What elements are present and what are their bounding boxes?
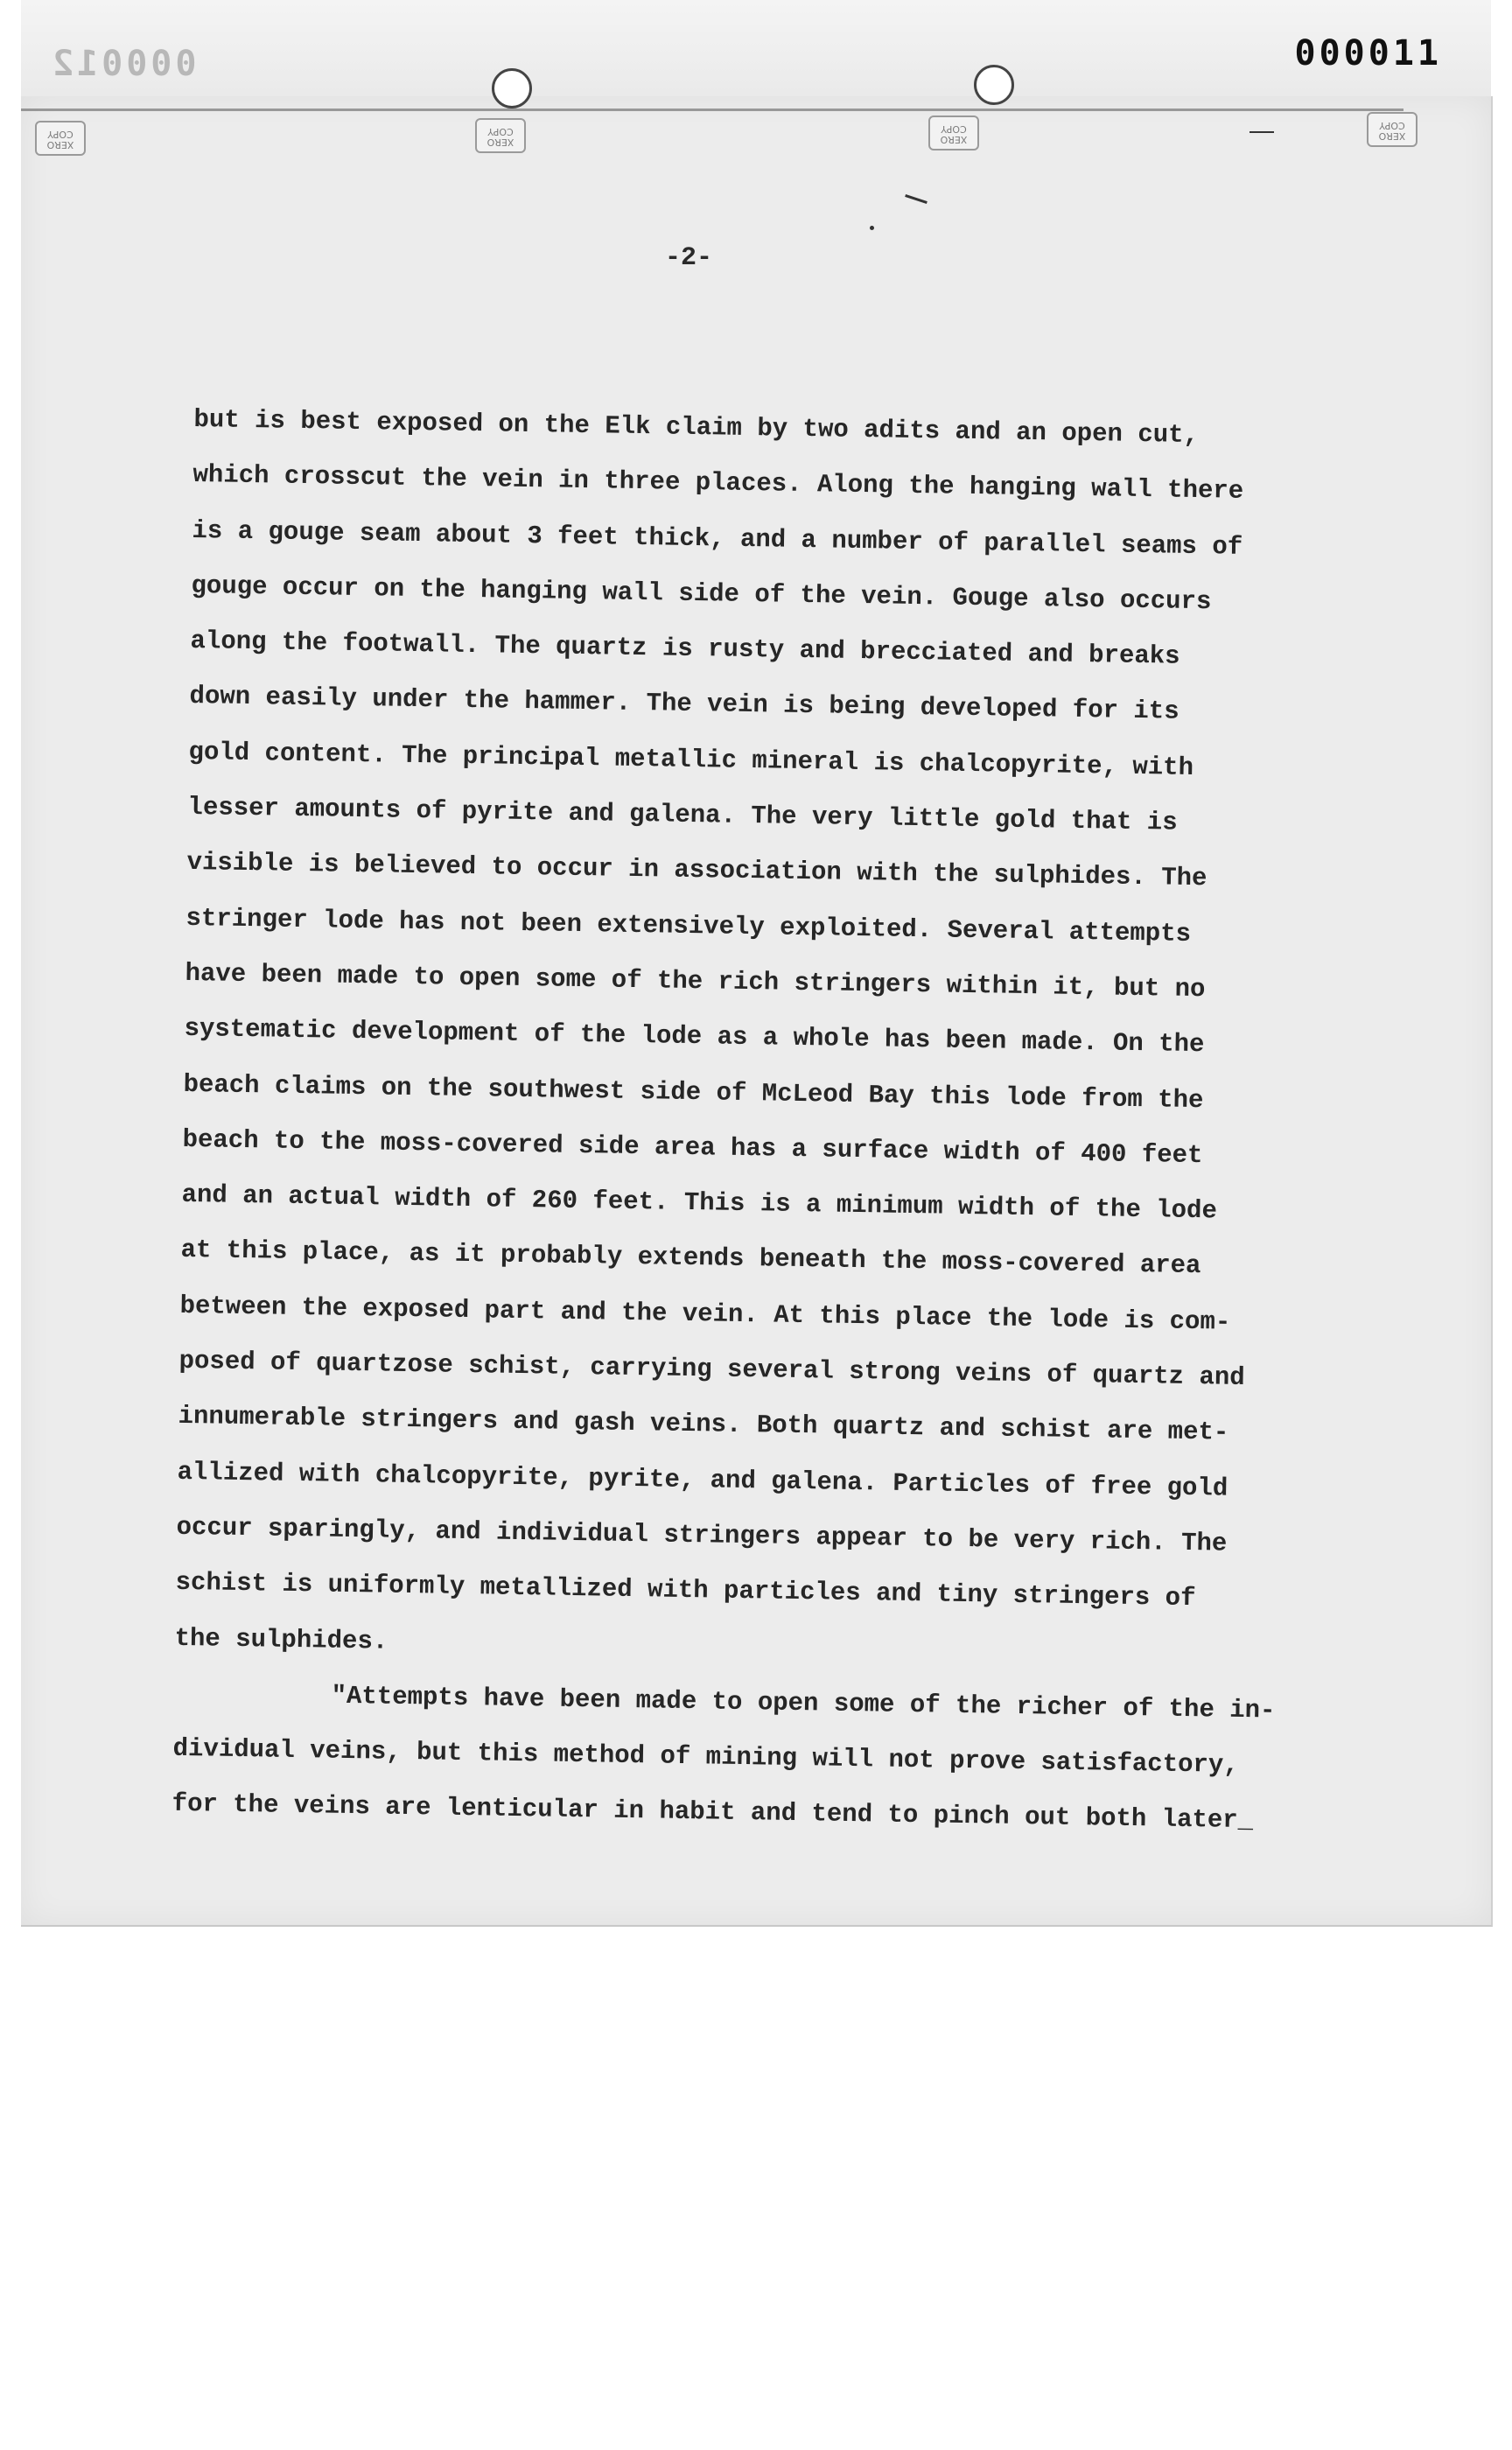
page-number: -2- <box>665 243 713 273</box>
text-line: gold content. The principal metallic mineral is chalcopyrite, with <box>188 737 1194 782</box>
text-line: along the footwall. The quartz is rusty and brecciated and breaks <box>190 626 1180 671</box>
stamp-line: XERO <box>486 136 514 148</box>
text-line: gouge occur on the hanging wall side of the vein. Gouge also occurs <box>191 570 1212 617</box>
xero-copy-stamp-icon <box>35 121 86 156</box>
text-line: beach claims on the southwest side of McLeod Bay this lode from the <box>183 1069 1204 1115</box>
stamp-line: COPY <box>1379 120 1405 131</box>
text-line: and an actual width of 260 feet. This is a minimum width of the lode <box>181 1180 1218 1226</box>
punch-hole-icon <box>492 68 532 108</box>
xero-copy-stamp-icon <box>928 116 979 150</box>
text-line: have been made to open some of the rich stringers within it, but no <box>185 958 1206 1004</box>
text-line: stringer lode has not been extensively exploited. Several attempts <box>186 903 1192 948</box>
text-line: schist is uniformly metallized with particles and tiny stringers of <box>175 1568 1196 1614</box>
text-line: which crosscut the vein in three places. Along the hanging wall there <box>192 460 1244 507</box>
text-line: but is best exposed on the Elk claim by two adits and an open cut, <box>193 404 1200 451</box>
xero-copy-stamp-icon <box>1367 112 1418 147</box>
text-line: is a gouge seam about 3 feet thick, and a number of parallel seams of <box>192 515 1243 562</box>
xero-copy-stamp-icon <box>475 118 526 153</box>
text-line: systematic development of the lode as a whole has been made. On the <box>184 1014 1205 1060</box>
text-line: between the exposed part and the vein. At this place the lode is com- <box>179 1291 1231 1337</box>
stray-mark-icon <box>870 226 874 230</box>
text-line: for the veins are lenticular in habit and tend to pinch out both later_ <box>172 1789 1254 1836</box>
stamp-line: XERO <box>1378 130 1406 142</box>
document-number: 000011 <box>1294 33 1442 74</box>
text-line: innumerable stringers and gash veins. Both quartz and schist are met- <box>178 1402 1229 1448</box>
text-line: lesser amounts of pyrite and galena. The very little gold that is <box>187 793 1178 837</box>
text-line: at this place, as it probably extends beneath the moss-covered area <box>180 1236 1201 1281</box>
text-line: visible is believed to occur in association with the sulphides. The <box>186 848 1208 893</box>
stray-mark-icon <box>1250 131 1274 133</box>
text-line: down easily under the hammer. The vein is being developed for its <box>189 682 1180 727</box>
text-line: the sulphides. <box>174 1623 388 1656</box>
punch-hole-icon <box>974 65 1014 105</box>
show-through-document-number: 000012 <box>49 44 197 84</box>
text-line: beach to the moss-covered side area has a surface width of 400 feet <box>182 1124 1203 1171</box>
stamp-line: COPY <box>941 123 967 135</box>
sheet-top-edge <box>21 108 1404 111</box>
text-line: occur sparingly, and individual stringers appear to be very rich. The <box>176 1512 1228 1558</box>
stamp-line: COPY <box>487 126 514 137</box>
stamp-line: XERO <box>46 139 74 150</box>
text-line: dividual veins, but this method of mining will not prove satisfactory, <box>172 1733 1239 1781</box>
text-line: "Attempts have been made to open some of the richer of the in- <box>331 1681 1276 1726</box>
text-line: posed of quartzose schist, carrying several strong veins of quartz and <box>178 1346 1245 1393</box>
stamp-line: XERO <box>940 134 968 145</box>
body-text <box>172 392 1384 1851</box>
text-line: allized with chalcopyrite, pyrite, and galena. Particles of free gold <box>177 1457 1228 1503</box>
stamp-line: COPY <box>47 129 74 140</box>
